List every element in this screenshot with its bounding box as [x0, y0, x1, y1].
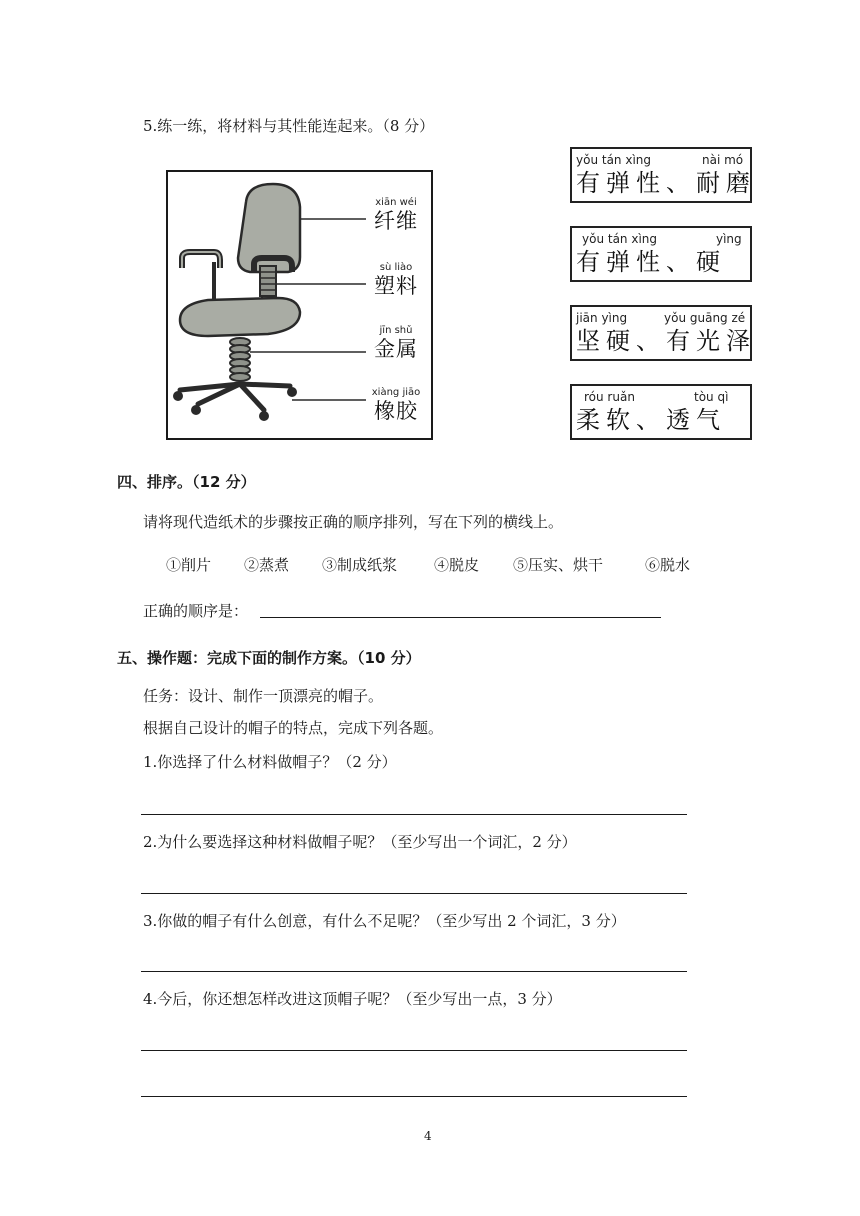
section5-intro: 根据自己设计的帽子的特点，完成下列各题。 [143, 719, 444, 737]
section4-title: 四、排序。（12 分） [117, 473, 256, 491]
answer-line-q3[interactable] [141, 971, 687, 972]
card-hanzi: 坚硬、有光泽 [576, 327, 756, 355]
option-1: ①削片 [166, 556, 212, 574]
option-6: ⑥脱水 [645, 556, 691, 574]
section5-task: 任务：设计、制作一顶漂亮的帽子。 [143, 687, 384, 705]
answer-label: 正确的顺序是： [143, 602, 249, 620]
label-hanzi: 橡胶 [374, 399, 418, 423]
label-pinyin: xiàng jiāo [371, 387, 421, 398]
chair-label-metal [366, 324, 426, 361]
card-hanzi: 有弹性、硬 [576, 248, 726, 276]
label-hanzi: 塑料 [374, 274, 418, 298]
label-pinyin: jīn shǔ [379, 325, 413, 336]
section4-instruction: 请将现代造纸术的步骤按正确的顺序排列，写在下列的横线上。 [143, 513, 564, 531]
property-card-elastic-wear-resistant[interactable] [570, 147, 756, 203]
property-card-soft-breathable[interactable] [570, 384, 752, 440]
card-pinyin-right: yǒu guāng zé [664, 311, 746, 325]
option-5: ⑤压实、烘干 [513, 556, 604, 574]
page-number: 4 [424, 1129, 432, 1143]
answer-line-q2[interactable] [141, 893, 687, 894]
card-hanzi: 柔软、透气 [576, 406, 726, 434]
question-3: 3.你做的帽子有什么创意，有什么不足呢？（至少写出 2 个词汇，3 分） [143, 912, 626, 930]
chair-figure [166, 170, 433, 440]
card-hanzi: 有弹性、耐磨 [576, 169, 756, 197]
answer-line-q4a[interactable] [141, 1050, 687, 1051]
card-pinyin-left: jiān yìng [576, 311, 628, 325]
label-pinyin: sù liào [379, 262, 413, 273]
label-hanzi: 纤维 [374, 209, 418, 233]
question-4: 4.今后，你还想怎样改进这顶帽子呢？（至少写出一点，3 分） [143, 990, 562, 1008]
label-hanzi: 金属 [374, 337, 418, 361]
option-3: ③制成纸浆 [322, 556, 398, 574]
question-2: 2.为什么要选择这种材料做帽子呢？（至少写出一个词汇，2 分） [143, 833, 577, 851]
card-pinyin-left: yǒu tán xìng [582, 232, 657, 246]
card-pinyin-right: yìng [716, 232, 742, 246]
chair-label-plastic [366, 261, 426, 298]
card-pinyin-left: yǒu tán xìng [576, 153, 651, 167]
answer-line[interactable] [260, 617, 661, 618]
chair-label-fiber [366, 196, 426, 233]
option-4: ④脱皮 [434, 556, 480, 574]
question-1: 1.你选择了什么材料做帽子？（2 分） [143, 753, 397, 771]
answer-line-q4b[interactable] [141, 1096, 687, 1097]
option-2: ②蒸煮 [244, 556, 290, 574]
chair-label-rubber [366, 386, 426, 423]
card-pinyin-right: nài mó [702, 153, 744, 167]
answer-line-q1[interactable] [141, 814, 687, 815]
property-card-hard-glossy[interactable] [570, 305, 756, 361]
card-pinyin-left: róu ruǎn [584, 390, 635, 404]
label-pinyin: xiān wéi [375, 197, 417, 208]
section5-title: 五、操作题：完成下面的制作方案。（10 分） [117, 649, 421, 667]
q5-prompt: 5.练一练，将材料与其性能连起来。（8 分） [143, 117, 435, 135]
property-card-elastic-hard[interactable] [570, 226, 752, 282]
card-pinyin-right: tòu qì [694, 390, 729, 404]
